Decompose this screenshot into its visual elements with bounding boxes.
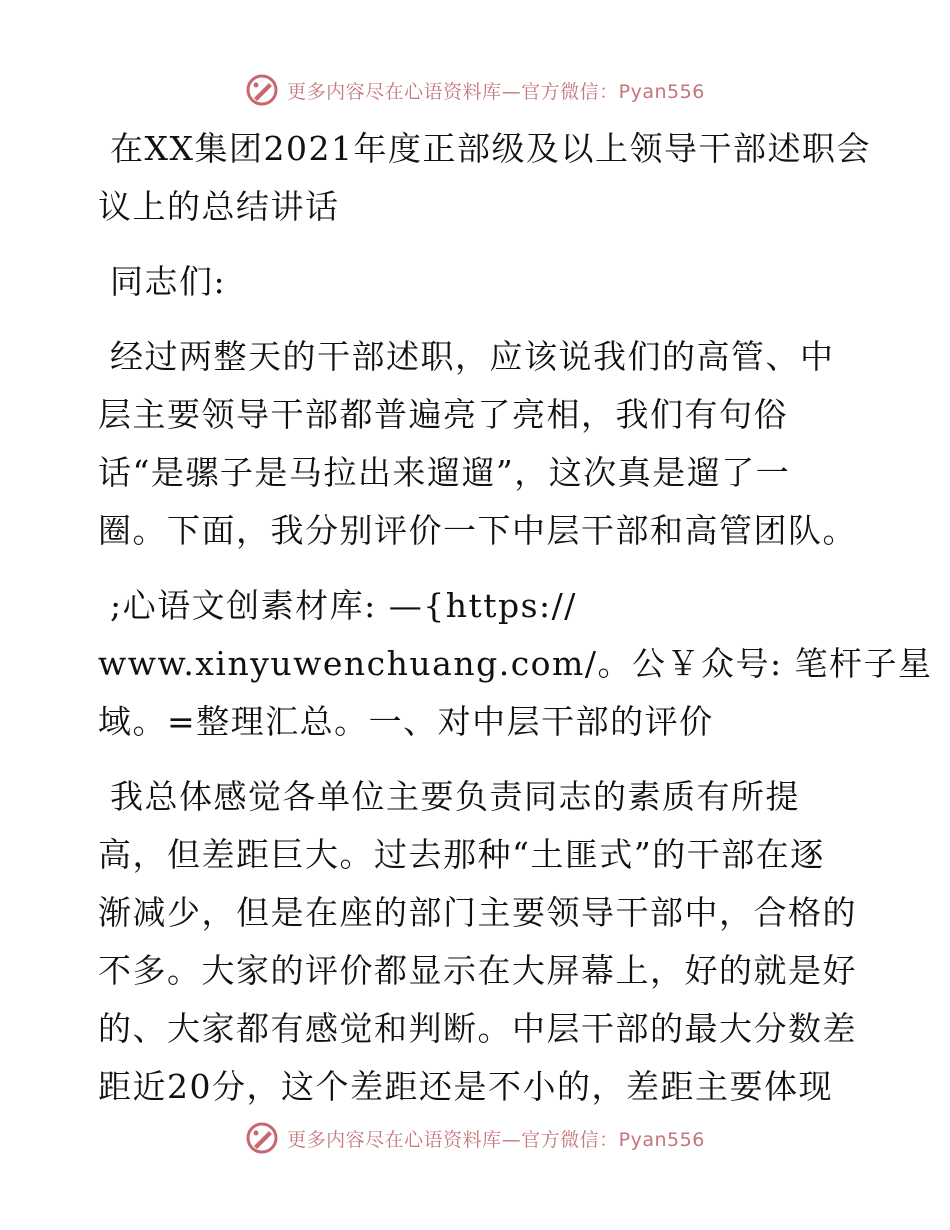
watermark-text: 更多内容尽在心语资料库—官方微信：Pyan556: [287, 80, 705, 103]
watermark-text: 更多内容尽在心语资料库—官方微信：Pyan556: [287, 1128, 705, 1151]
paragraph-1-line-3: 话“是骡子是马拉出来遛遛”，这次真是遛了一: [98, 453, 791, 492]
paragraph-2-line-2: www.xinyuwenchuang.com/。公￥众号: 笔杆子星: [98, 644, 933, 683]
paragraph-3-line-3: 渐减少，但是在座的部门主要领导干部中，合格的: [98, 893, 857, 932]
paragraph-3-line-1: 我总体感觉各单位主要负责同志的素质有所提: [110, 777, 800, 816]
paragraph-3-line-5: 的、大家都有感觉和判断。中层干部的最大分数差: [98, 1009, 857, 1048]
header-watermark-banner: [0, 70, 950, 110]
paragraph-2-line-1: ;心语文创素材库: —{https://: [110, 586, 577, 625]
pen-logo-icon: [245, 1121, 279, 1155]
paragraph-1-line-4: 圈。下面，我分别评价一下中层干部和高管团队。: [98, 511, 857, 550]
paragraph-3-line-2: 高，但差距巨大。过去那种“土匪式”的干部在逐: [98, 835, 825, 874]
paragraph-1-line-2: 层主要领导干部都普遍亮了亮相，我们有句俗: [98, 395, 788, 434]
paragraph-2-line-3: 域。=整理汇总。一、对中层干部的评价: [98, 702, 714, 741]
paragraph-3-line-6: 距近20分，这个差距还是不小的，差距主要体现: [98, 1067, 833, 1106]
document-title-line-1: 在XX集团2021年度正部级及以上领导干部述职会: [110, 129, 871, 168]
paragraph-1-line-1: 经过两整天的干部述职，应该说我们的高管、中: [110, 337, 835, 376]
document-title-line-2: 议上的总结讲话: [98, 187, 340, 226]
paragraph-3-line-4: 不多。大家的评价都显示在大屏幕上，好的就是好: [98, 951, 857, 990]
pen-logo-icon: [245, 73, 279, 107]
document-body: [98, 120, 933, 1116]
greeting: 同志们:: [110, 262, 227, 301]
footer-watermark-banner: [0, 1118, 950, 1158]
